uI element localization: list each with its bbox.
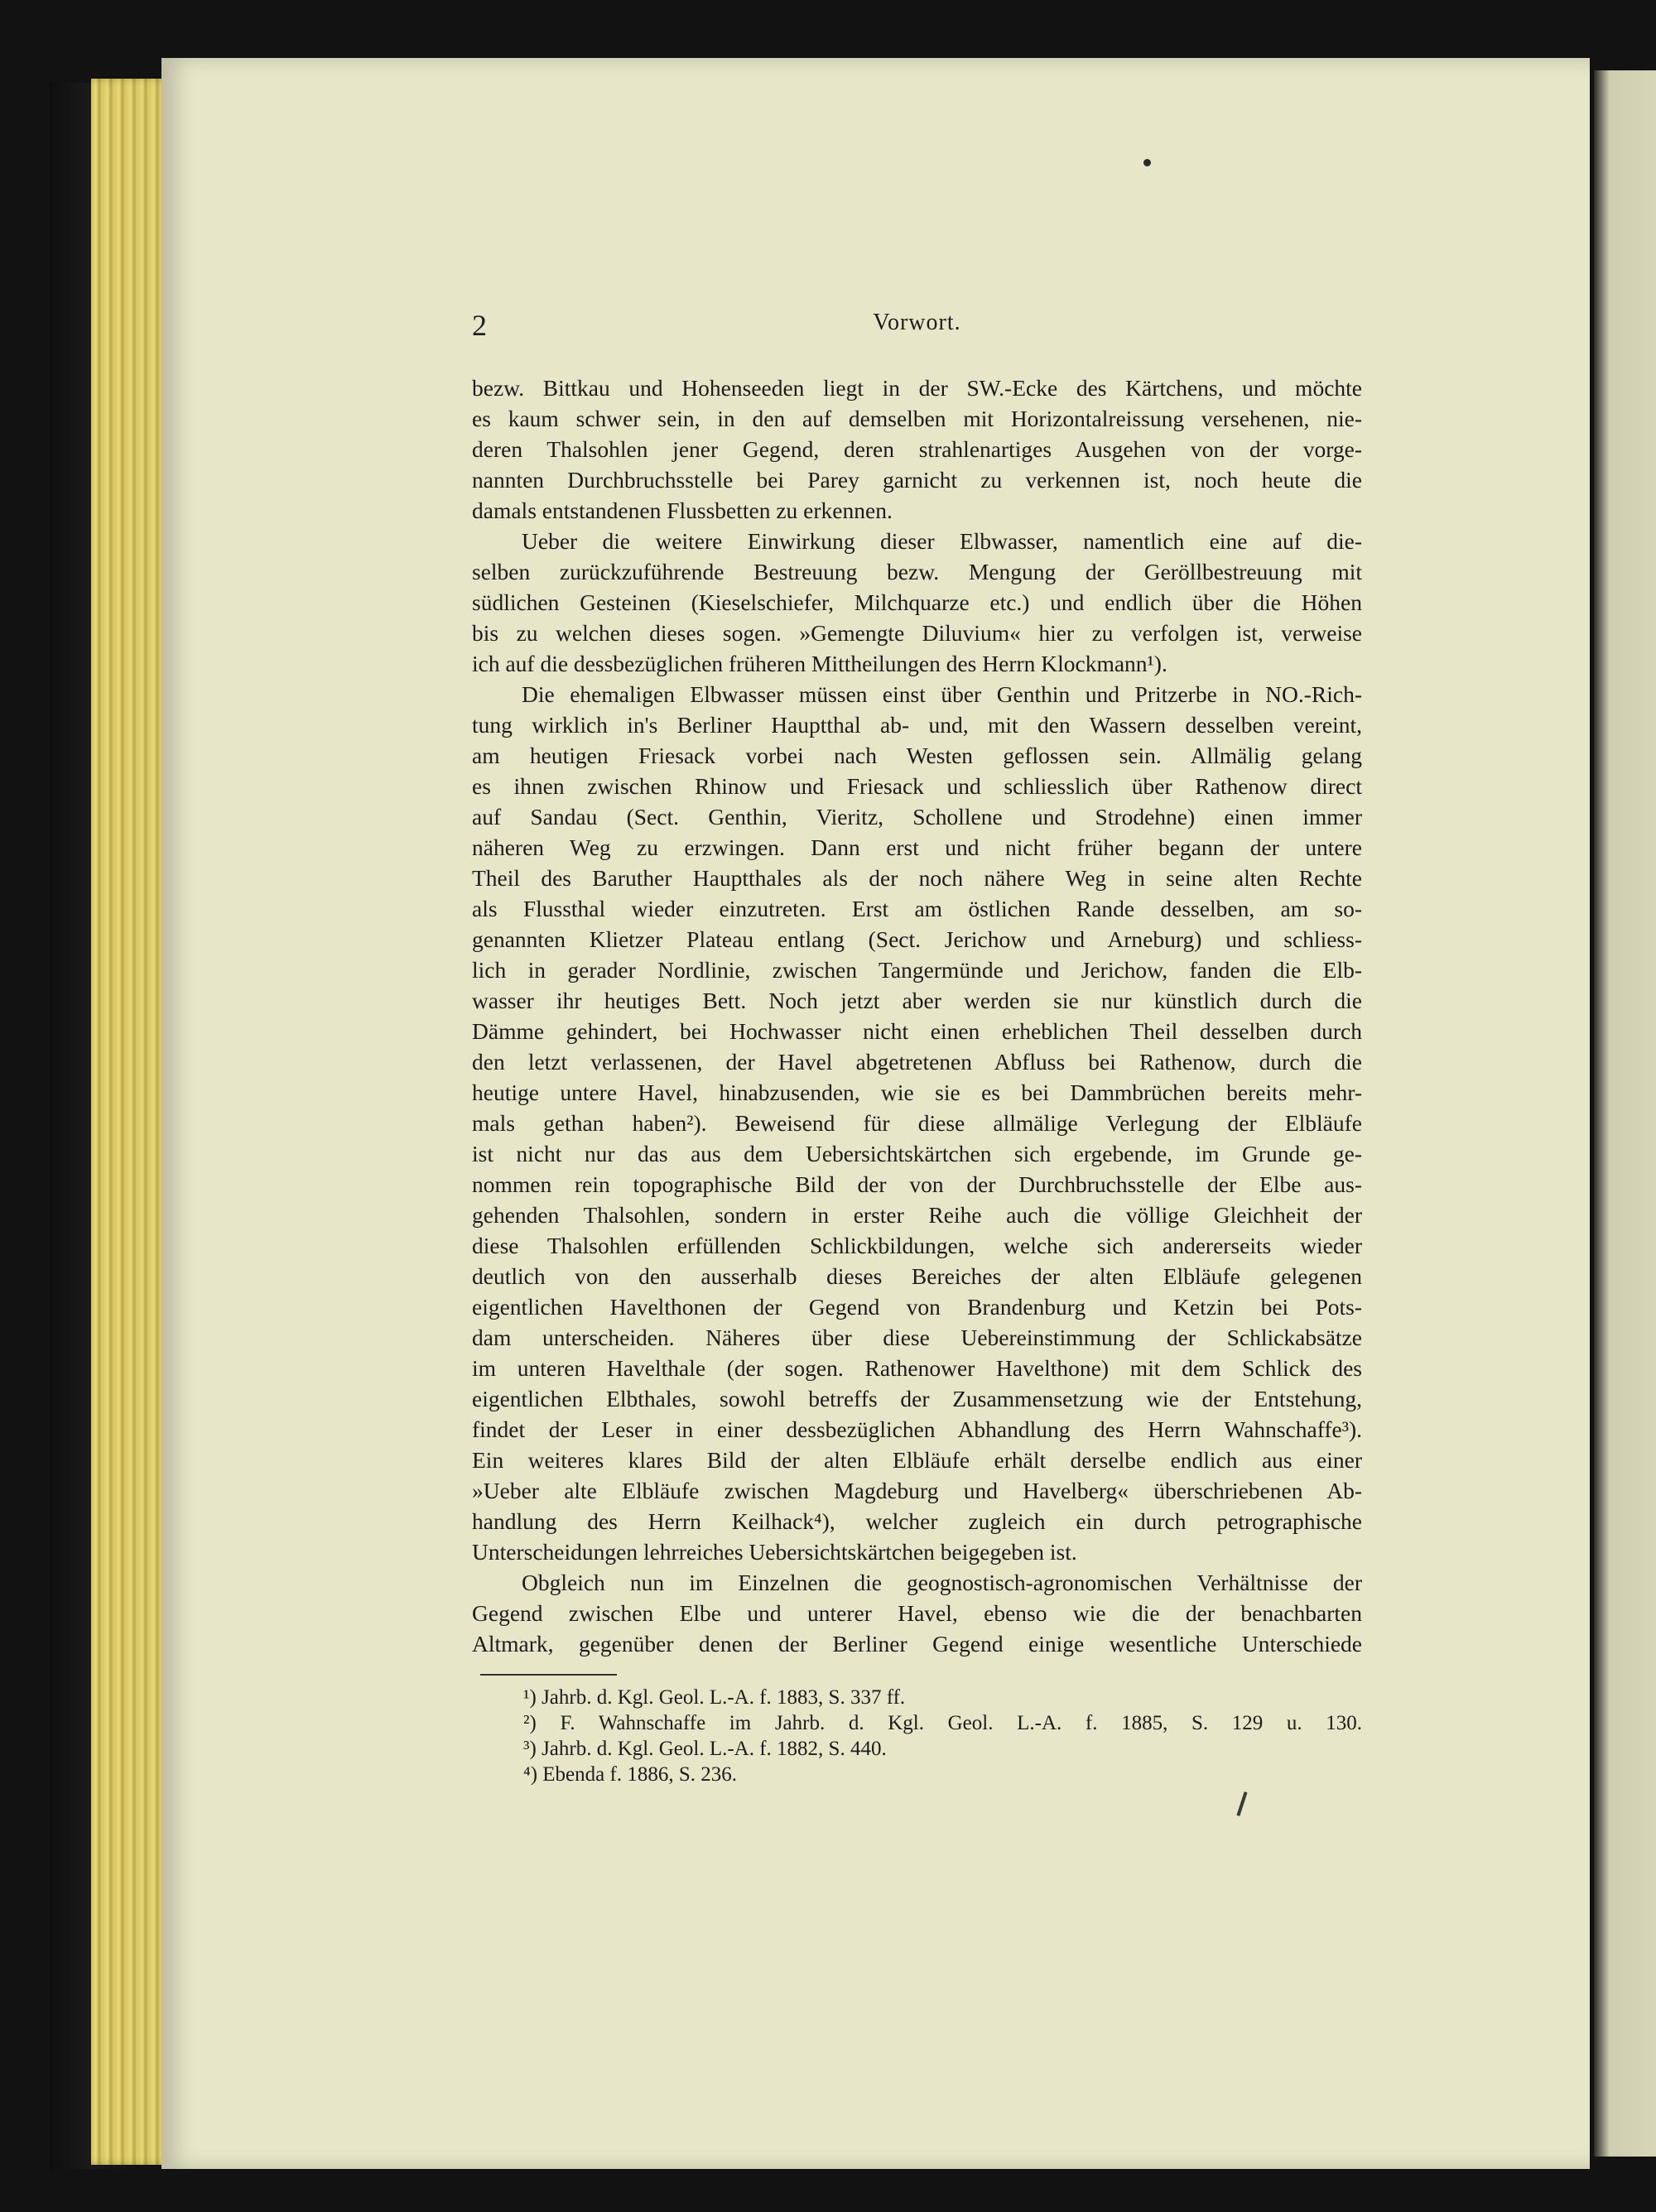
paragraph: [472, 679, 1362, 1567]
footnotes: [523, 1685, 1362, 1787]
text-line: südlichen Gesteinen (Kieselschiefer, Milchquarze etc.) und endlich über die Höhen: [472, 589, 1362, 615]
text-line: Die ehemaligen Elbwasser müssen einst über Genthin und Pritzerbe in NO.-Rich-: [522, 681, 1362, 707]
text-line: nommen rein topographische Bild der von der Durchbruchsstelle der Elbe aus-: [472, 1171, 1362, 1197]
text-line: diese Thalsohlen erfüllenden Schlickbildungen, welche sich andererseits wieder: [472, 1233, 1362, 1258]
text-line: gehenden Thalsohlen, sondern in erster Reihe auch die völlige Gleichheit der: [472, 1202, 1362, 1228]
text-line: nannten Durchbruchsstelle bei Parey garnicht zu verkennen ist, noch heute die: [472, 467, 1362, 493]
text-line: es ihnen zwischen Rhinow und Friesack und schliesslich über Rathenow direct: [472, 773, 1362, 799]
text-line: Altmark, gegenüber denen der Berliner Gegend einige wesentliche Unterschiede: [472, 1631, 1362, 1657]
text-line: selben zurückzuführende Bestreuung bezw. Mengung der Geröllbestreuung mit: [472, 559, 1362, 584]
paragraph: [472, 526, 1362, 679]
text-line: dam unterscheiden. Näheres über diese Uebereinstimmung der Schlickabsätze: [472, 1325, 1362, 1350]
text-line: eigentlichen Elbthales, sowohl betreffs der Zusammensetzung wie der Entstehung,: [472, 1386, 1362, 1411]
page-header: [472, 308, 1362, 349]
running-title: Vorwort.: [873, 310, 961, 335]
page-number: 2: [472, 309, 487, 342]
text-line: deren Thalsohlen jener Gegend, deren strahlenartiges Ausgehen von der vorge-: [472, 436, 1362, 462]
text-line: bis zu welchen dieses sogen. »Gemengte Diluvium« hier zu verfolgen ist, verweise: [472, 620, 1362, 646]
text-line: Theil des Baruther Hauptthales als der noch nähere Weg in seine alten Rechte: [472, 865, 1362, 891]
footnote: ⁴) Ebenda f. 1886, S. 236.: [523, 1763, 737, 1786]
text-line: bezw. Bittkau und Hohenseeden liegt in der SW.-Ecke des Kärtchens, und möchte: [472, 375, 1362, 401]
ink-speck: [1143, 159, 1151, 166]
facing-page-edge: [1594, 70, 1656, 2157]
text-line: im unteren Havelthale (der sogen. Rathenower Havelthone) mit dem Schlick des: [472, 1355, 1362, 1381]
text-line: handlung des Herrn Keilhack⁴), welcher zugleich ein durch petrographische: [472, 1508, 1362, 1534]
text-line: Obgleich nun im Einzelnen die geognostisch-agronomischen Verhältnisse der: [522, 1570, 1362, 1595]
text-line: damals entstandenen Flussbetten zu erkennen.: [472, 498, 893, 523]
paragraph: [472, 1567, 1362, 1659]
footnote: ¹) Jahrb. d. Kgl. Geol. L.-A. f. 1883, S. 337 ff.: [523, 1686, 906, 1709]
text-line: ist nicht nur das aus dem Uebersichtskärtchen sich ergebende, im Grunde ge-: [472, 1141, 1362, 1166]
footnote: ³) Jahrb. d. Kgl. Geol. L.-A. f. 1882, S. 440.: [523, 1738, 887, 1760]
paragraph: [472, 373, 1362, 526]
text-line: tung wirklich in's Berliner Hauptthal ab- und, mit den Wassern desselben vereint,: [472, 712, 1362, 738]
text-line: deutlich von den ausserhalb dieses Bereiches der alten Elbläufe gelegenen: [472, 1263, 1362, 1289]
text-line: findet der Leser in einer dessbezüglichen Abhandlung des Herrn Wahnschaffe³).: [472, 1416, 1362, 1442]
footnote: ²) F. Wahnschaffe im Jahrb. d. Kgl. Geol. L.-A. f. 1885, S. 129 u. 130.: [523, 1712, 1362, 1734]
text-line: genannten Klietzer Plateau entlang (Sect. Jerichow und Arneburg) und schliess-: [472, 926, 1362, 952]
text-line: lich in gerader Nordlinie, zwischen Tangermünde und Jerichow, fanden die Elb-: [472, 957, 1362, 983]
text-line: es kaum schwer sein, in den auf demselben mit Horizontalreissung versehenen, nie-: [472, 406, 1362, 431]
text-line: Ueber die weitere Einwirkung dieser Elbwasser, namentlich eine auf die-: [522, 528, 1362, 554]
footnote-rule: [480, 1674, 617, 1676]
text-line: näheren Weg zu erzwingen. Dann erst und nicht früher begann der untere: [472, 834, 1362, 860]
text-line: eigentlichen Havelthonen der Gegend von Brandenburg und Ketzin bei Pots-: [472, 1294, 1362, 1320]
text-line: als Flussthal wieder einzutreten. Erst am östlichen Rande desselben, am so-: [472, 896, 1362, 921]
text-line: Dämme gehindert, bei Hochwasser nicht einen erheblichen Theil desselben durch: [472, 1018, 1362, 1044]
text-line: den letzt verlassenen, der Havel abgetretenen Abfluss bei Rathenow, durch die: [472, 1049, 1362, 1075]
text-line: wasser ihr heutiges Bett. Noch jetzt aber werden sie nur künstlich durch die: [472, 988, 1362, 1013]
text-line: am heutigen Friesack vorbei nach Westen geflossen sein. Allmälig gelang: [472, 743, 1362, 768]
text-line: Unterscheidungen lehrreiches Uebersichtskärtchen beigegeben ist.: [472, 1539, 1077, 1565]
text-line: auf Sandau (Sect. Genthin, Vieritz, Schollene und Strodehne) einen immer: [472, 804, 1362, 830]
text-line: Gegend zwischen Elbe und unterer Havel, ebenso wie die der benachbarten: [472, 1600, 1362, 1626]
text-line: Ein weiteres klares Bild der alten Elbläufe erhält derselbe endlich aus einer: [472, 1447, 1362, 1473]
body-text: [472, 373, 1362, 1659]
text-line: »Ueber alte Elbläufe zwischen Magdeburg und Havelberg« überschriebenen Ab-: [472, 1478, 1362, 1503]
text-line: mals gethan haben²). Beweisend für diese allmälige Verlegung der Elbläufe: [472, 1110, 1362, 1136]
text-line: ich auf die dessbezüglichen früheren Mittheilungen des Herrn Klockmann¹).: [472, 651, 1167, 676]
text-line: heutige untere Havel, hinabzusenden, wie sie es bei Dammbrüchen bereits mehr-: [472, 1080, 1362, 1105]
